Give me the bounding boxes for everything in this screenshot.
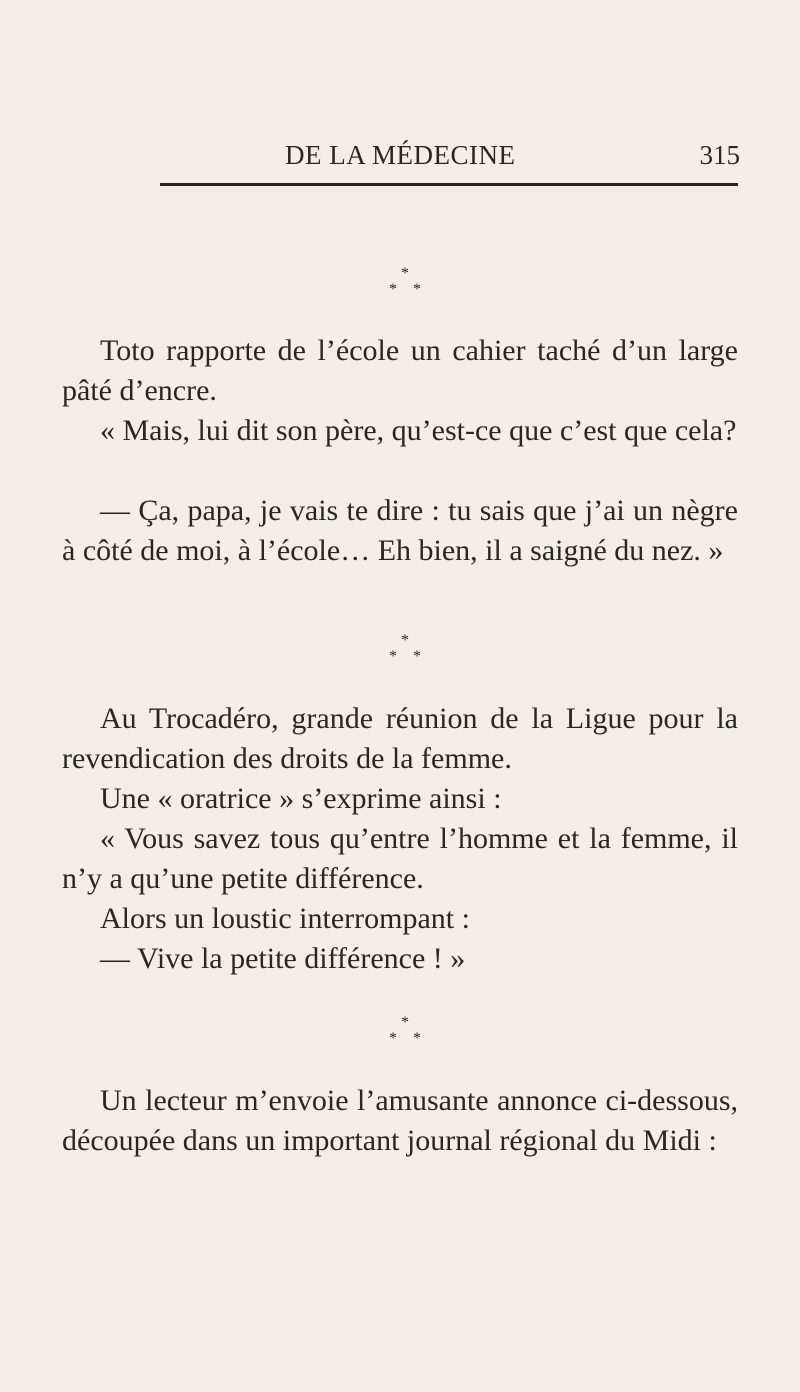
- page-number: 315: [699, 140, 740, 170]
- paragraph: — Ça, papa, je vais te dire : tu sais que j’ai un nègre à côté de moi, à l’école… Eh bien, il a saigné du nez. »: [62, 494, 738, 567]
- header-rule: [160, 183, 738, 186]
- running-head: [120, 140, 740, 180]
- paragraph: « Mais, lui dit son père, qu’est-ce que c’est que cela?: [100, 414, 737, 447]
- paragraph: Alors un loustic interrompant :: [100, 902, 470, 935]
- asterism-star: *: [401, 632, 409, 649]
- asterism-star: *: [401, 265, 409, 282]
- asterism-star-pair: * *: [389, 648, 427, 665]
- paragraph: « Vous savez tous qu’entre l’homme et la femme, il n’y a qu’une petite différence.: [62, 822, 738, 895]
- asterism-separator: [0, 633, 800, 665]
- asterism-star-pair: * *: [389, 281, 427, 298]
- paragraph: Une « oratrice » s’exprime ainsi :: [100, 782, 502, 815]
- running-head-title: DE LA MÉDECINE: [285, 140, 516, 170]
- paragraph: Toto rapporte de l’école un cahier taché d’un large pâté d’encre.: [62, 334, 738, 407]
- paragraph: Au Trocadéro, grande réunion de la Ligue pour la revendication des droits de la femme.: [62, 702, 738, 775]
- asterism-separator: [0, 266, 800, 298]
- paragraph: Un lecteur m’envoie l’amusante annonce ci-dessous, découpée dans un important journal régional du Midi :: [62, 1084, 738, 1157]
- asterism-star-pair: * *: [389, 1030, 427, 1047]
- asterism-star: *: [401, 1014, 409, 1031]
- paragraph: — Vive la petite différence ! »: [100, 942, 466, 975]
- asterism-separator: [0, 1015, 800, 1047]
